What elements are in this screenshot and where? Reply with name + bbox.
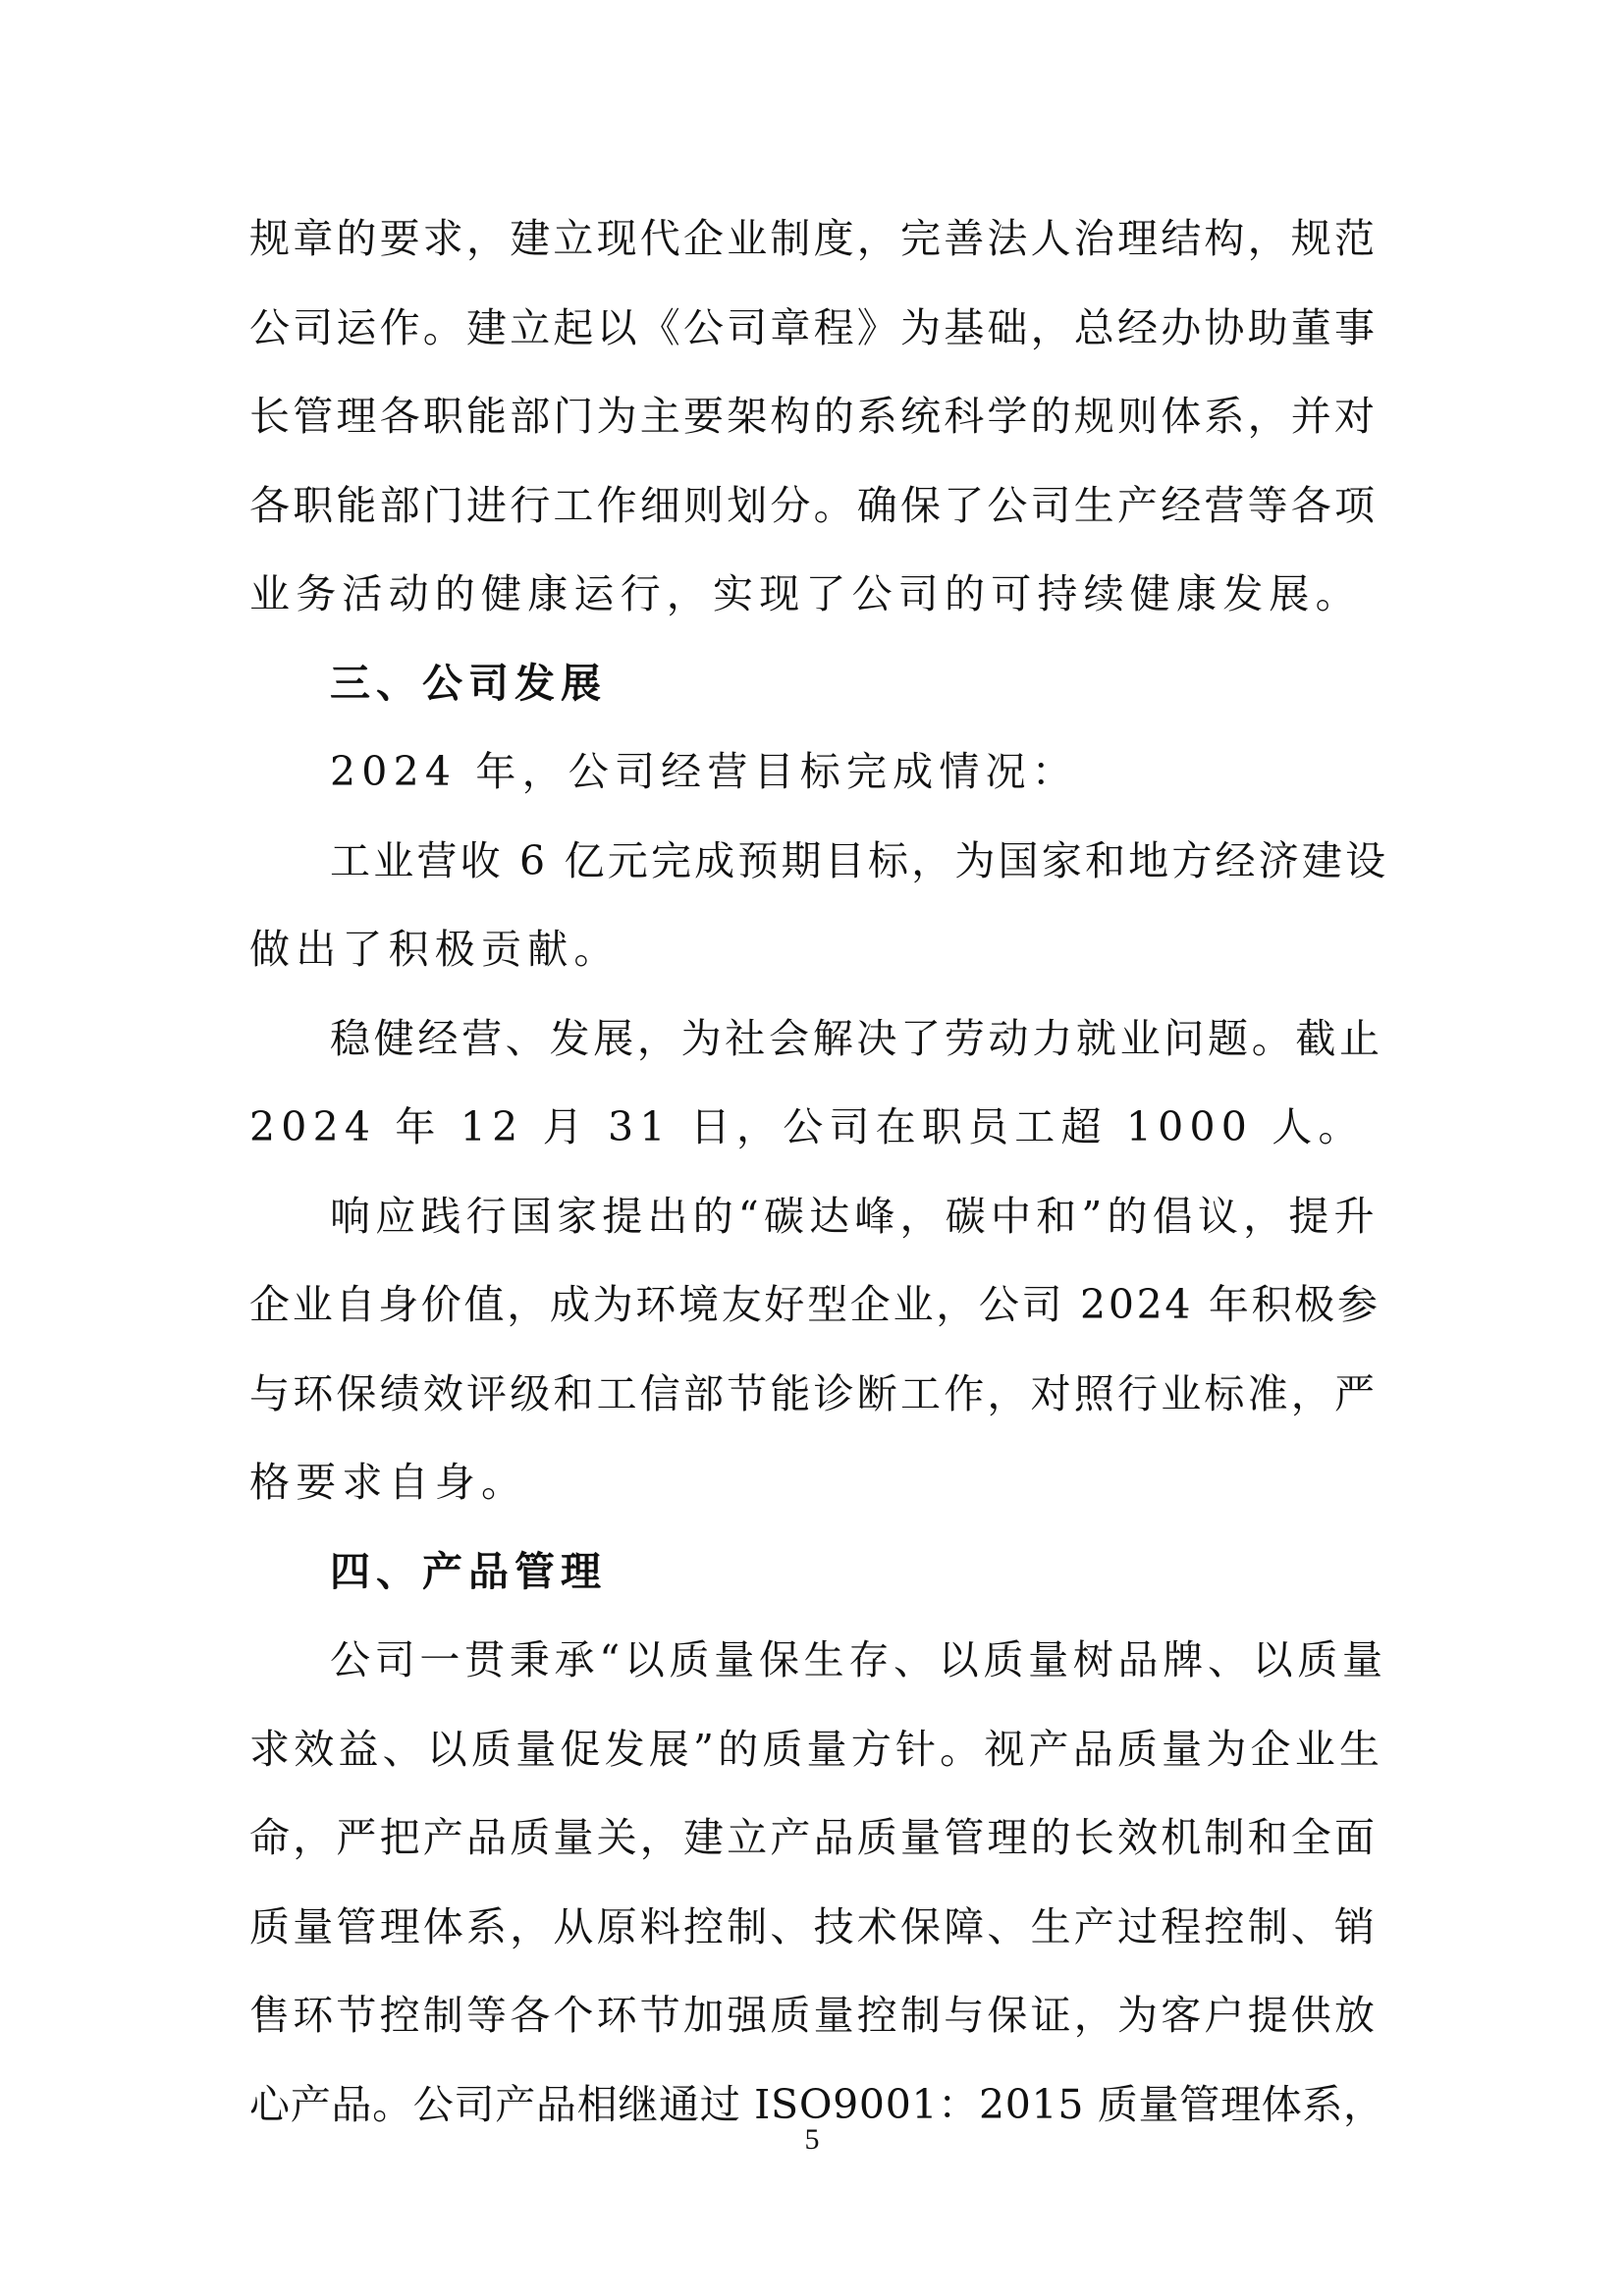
page-number: 5 [804, 2123, 820, 2156]
text-line: 长管理各职能部门为主要架构的系统科学的规则体系，并对 [249, 393, 1379, 440]
text-line: 命，严把产品质量关，建立产品质量管理的长效机制和全面 [249, 1814, 1379, 1861]
text-line: 规章的要求，建立现代企业制度，完善法人治理结构，规范 [249, 215, 1379, 262]
text-line: 稳健经营、发展，为社会解决了劳动力就业问题。截止 [330, 1014, 1383, 1062]
text-line: 售环节控制等各个环节加强质量控制与保证，为客户提供放 [249, 1992, 1379, 2039]
text-line: 公司一贯秉承“以质量保生存、以质量树品牌、以质量 [330, 1636, 1387, 1683]
text-line: 各职能部门进行工作细则划分。确保了公司生产经营等各项 [249, 481, 1379, 529]
text-line: 业务活动的健康运行，实现了公司的可持续健康发展。 [249, 570, 1362, 617]
text-line: 2024 年 12 月 31 日，公司在职员工超 1000 人。 [249, 1103, 1365, 1150]
text-line: 质量管理体系，从原料控制、技术保障、生产过程控制、销 [249, 1902, 1379, 1950]
text-line: 求效益、以质量促发展”的质量方针。视产品质量为企业生 [249, 1725, 1384, 1773]
section-heading-product-management: 四、产品管理 [330, 1547, 607, 1595]
text-line: 格要求自身。 [249, 1459, 528, 1506]
text-line: 心产品。公司产品相继通过 ISO9001：2015 质量管理体系， [249, 2080, 1384, 2128]
text-line: 公司运作。建立起以《公司章程》为基础，总经办协助董事 [249, 303, 1379, 351]
text-line: 企业自身价值，成为环境友好型企业，公司 2024 年积极参 [249, 1281, 1380, 1328]
text-line: 工业营收 6 亿元完成预期目标，为国家和地方经济建设 [330, 836, 1389, 884]
document-body [249, 194, 1388, 2149]
text-line: 2024 年，公司经营目标完成情况： [330, 748, 1078, 795]
text-line: 响应践行国家提出的“碳达峰，碳中和”的倡议，提升 [330, 1192, 1380, 1240]
text-line: 与环保绩效评级和工信部节能诊断工作，对照行业标准，严 [249, 1369, 1379, 1417]
section-heading-company-development: 三、公司发展 [330, 659, 607, 707]
text-line: 做出了积极贡献。 [249, 926, 621, 973]
